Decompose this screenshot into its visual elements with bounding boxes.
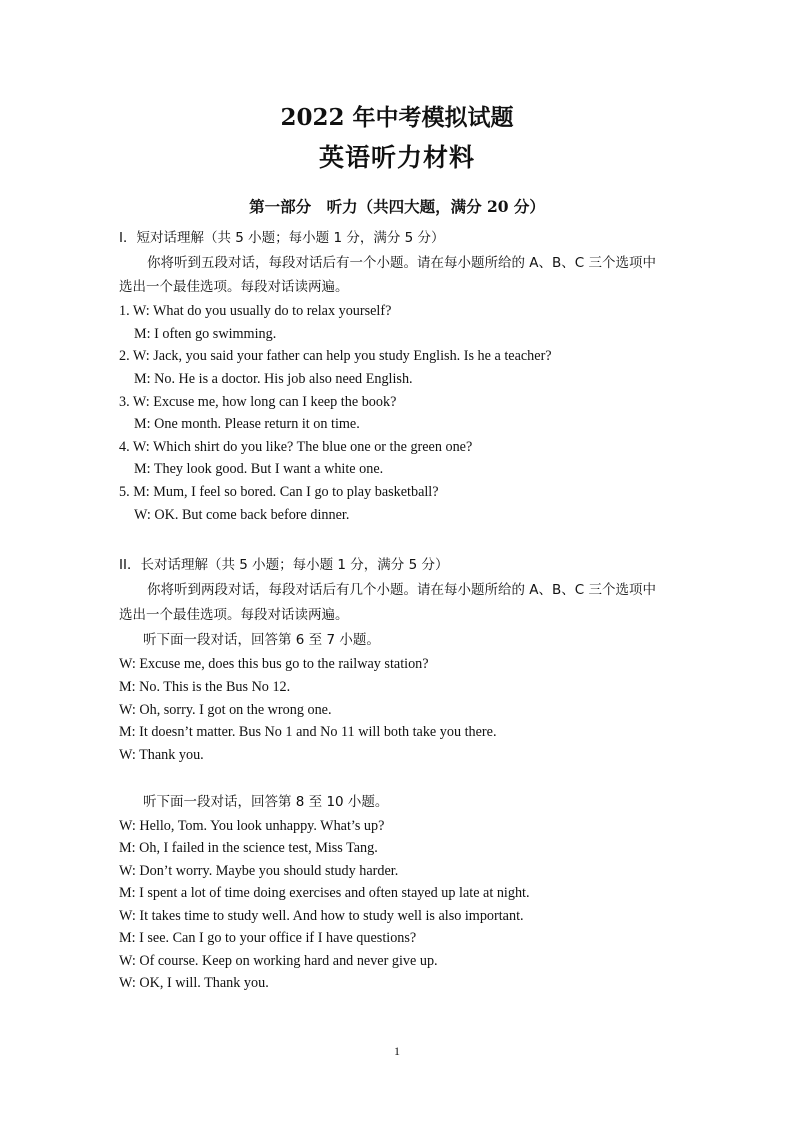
dialog-line: M: It doesn’t matter. Bus No 1 and No 11 will both take you there. (119, 724, 497, 740)
dialog-line: M: I often go swimming. (134, 326, 277, 342)
dialog-line: M: One month. Please return it on time. (134, 416, 360, 432)
section-2-heading: II．长对话理解（共 5 小题；每小题 1 分，满分 5 分） (119, 557, 449, 573)
dialog-line: W: Thank you. (119, 747, 204, 763)
dialog-line: M: I see. Can I go to your office if I have questions? (119, 930, 417, 946)
part-heading: 第一部分 听力（共四大题，满分 20 分） (249, 197, 545, 216)
section-1-instruction: 选出一个最佳选项。每段对话读两遍。 (119, 279, 349, 295)
dialog-line: W: Don’t worry. Maybe you should study harder. (119, 863, 399, 879)
dialog-line: M: No. This is the Bus No 12. (119, 679, 291, 695)
dialog-line: M: I spent a lot of time doing exercises and often stayed up late at night. (119, 885, 530, 901)
dialog-line: 4. W: Which shirt do you like? The blue one or the green one? (119, 439, 473, 455)
dialog-line: W: It takes time to study well. And how to study well is also important. (119, 908, 524, 924)
dialog-line: W: Excuse me, does this bus go to the railway station? (119, 656, 429, 672)
dialog-line: 1. W: What do you usually do to relax yourself? (119, 303, 392, 319)
dialog-line: M: Oh, I failed in the science test, Miss Tang. (119, 840, 378, 856)
dialog-line: W: OK. But come back before dinner. (134, 507, 350, 523)
page-number: 1 (394, 1044, 400, 1058)
dialog-line: W: OK, I will. Thank you. (119, 975, 269, 991)
exam-title: 2022 年中考模拟试题 (280, 104, 514, 131)
section-2-instruction: 选出一个最佳选项。每段对话读两遍。 (119, 607, 349, 623)
dialog-line: M: They look good. But I want a white one. (134, 461, 384, 477)
section-1-heading: I．短对话理解（共 5 小题；每小题 1 分，满分 5 分） (119, 230, 445, 246)
dialog-line: M: No. He is a doctor. His job also need English. (134, 371, 413, 387)
section-1-instruction: 你将听到五段对话，每段对话后有一个小题。请在每小题所给的 A、B、C 三个选项中 (147, 255, 657, 271)
dialog-line: W: Of course. Keep on working hard and never give up. (119, 953, 438, 969)
dialog-line: W: Hello, Tom. You look unhappy. What’s up? (119, 818, 385, 834)
dialog-intro: 听下面一段对话，回答第 6 至 7 小题。 (143, 632, 380, 648)
exam-subtitle: 英语听力材料 (318, 143, 475, 172)
dialog-line: 2. W: Jack, you said your father can help you study English. Is he a teacher? (119, 348, 552, 364)
dialog-line: 3. W: Excuse me, how long can I keep the book? (119, 394, 397, 410)
dialog-line: 5. M: Mum, I feel so bored. Can I go to play basketball? (119, 484, 439, 500)
section-2-instruction: 你将听到两段对话，每段对话后有几个小题。请在每小题所给的 A、B、C 三个选项中 (147, 582, 657, 598)
dialog-line: W: Oh, sorry. I got on the wrong one. (119, 702, 332, 718)
dialog-intro: 听下面一段对话，回答第 8 至 10 小题。 (143, 794, 389, 810)
